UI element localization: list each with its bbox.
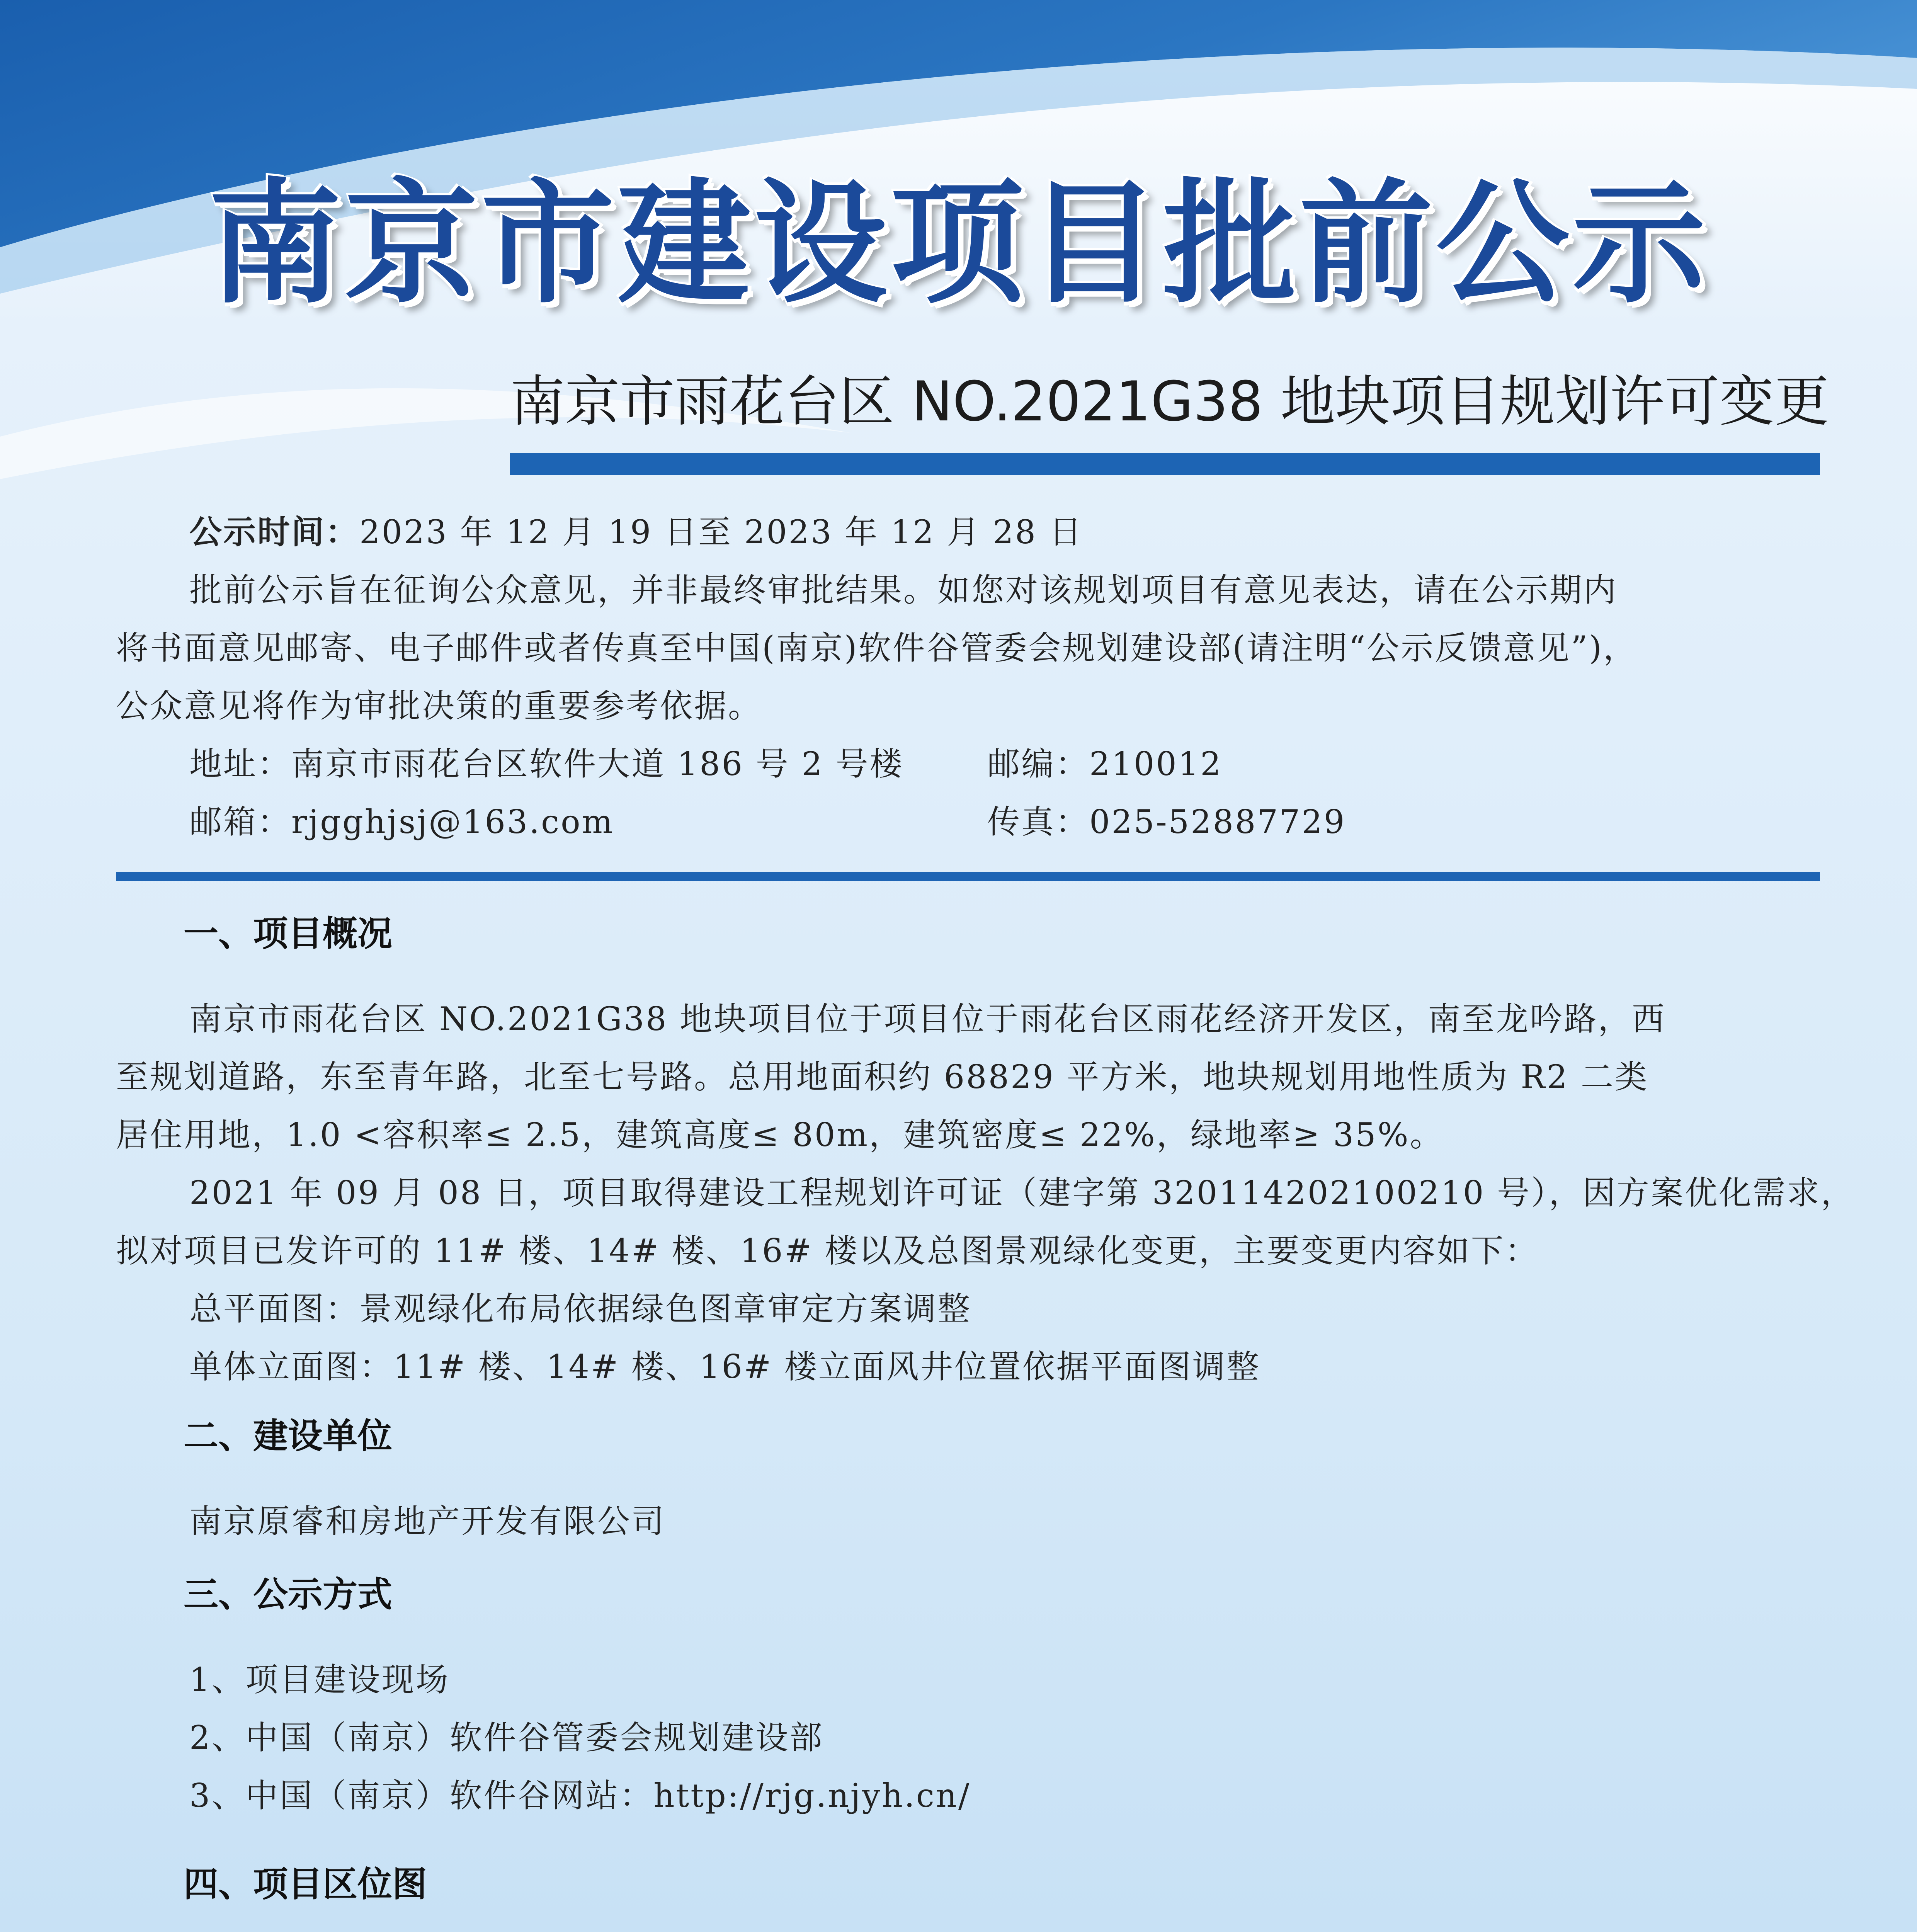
title-divider [510, 453, 1820, 475]
overview-line-5: 拟对项目已发许可的 11# 楼、14# 楼、16# 楼以及总图景观绿化变更，主要变更内容如下： [116, 1232, 1539, 1270]
method-heading: 三、公示方式 [184, 1574, 392, 1615]
contact-fax: 传真：025-52887729 [987, 803, 1346, 841]
notice-time [189, 503, 1083, 561]
overview-line-3: 居住用地，1.0 <容积率≤ 2.5，建筑高度≤ 80m，建筑密度≤ 22%，绿地率≥ 35%。 [116, 1116, 1444, 1154]
overview-line-4: 2021 年 09 月 08 日，项目取得建设工程规划许可证（建字第 320114202100210 号），因方案优化需求， [189, 1174, 1855, 1212]
section-divider [116, 872, 1820, 881]
location-heading: 四、项目区位图 [184, 1864, 427, 1905]
project-subtitle: 南京市雨花台区 NO.2021G38 地块项目规划许可变更 [510, 370, 1829, 434]
method-item-1: 1、项目建设现场 [189, 1661, 450, 1699]
overview-line-1: 南京市雨花台区 NO.2021G38 地块项目位于项目位于雨花台区雨花经济开发区，南至龙吟路，西 [189, 1000, 1666, 1038]
intro-line-2: 将书面意见邮寄、电子邮件或者传真至中国(南京)软件谷管委会规划建设部(请注明“公示反馈意见”)， [116, 629, 1637, 667]
contact-postcode: 邮编：210012 [987, 745, 1223, 783]
overview-line-7: 单体立面图：11# 楼、14# 楼、16# 楼立面风井位置依据平面图调整 [189, 1348, 1260, 1386]
contact-email: 邮箱：rjgghjsj@163.com [189, 803, 614, 841]
overview-line-2: 至规划道路，东至青年路，北至七号路。总用地面积约 68829 平方米，地块规划用地性质为 R2 二类 [116, 1058, 1649, 1096]
intro-line-3: 公众意见将作为审批决策的重要参考依据。 [116, 687, 762, 725]
contact-address: 地址：南京市雨花台区软件大道 186 号 2 号楼 [189, 745, 904, 783]
overview-heading: 一、项目概况 [184, 913, 392, 954]
intro-line-1: 批前公示旨在征询公众意见，并非最终审批结果。如您对该规划项目有意见表达，请在公示期内 [189, 571, 1618, 609]
notice-time-label: 公示时间： [189, 513, 360, 551]
method-item-2: 2、中国（南京）软件谷管委会规划建设部 [189, 1719, 824, 1757]
method-item-3: 3、中国（南京）软件谷网站：http://rjg.njyh.cn/ [189, 1777, 971, 1815]
notice-time-value: 2023 年 12 月 19 日至 2023 年 12 月 28 日 [359, 513, 1083, 551]
overview-line-6: 总平面图：景观绿化布局依据绿色图章审定方案调整 [189, 1290, 972, 1328]
page-title: 南京市建设项目批前公示 [208, 165, 1709, 321]
builder-name: 南京原睿和房地产开发有限公司 [189, 1502, 666, 1540]
builder-heading: 二、建设单位 [184, 1416, 392, 1456]
